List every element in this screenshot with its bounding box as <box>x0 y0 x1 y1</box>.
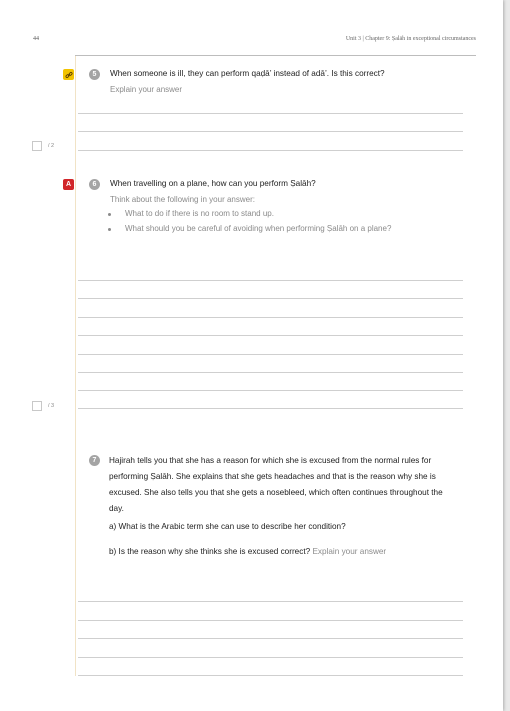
margin-line <box>75 56 76 676</box>
answer-line[interactable] <box>78 408 463 409</box>
answer-line[interactable] <box>78 620 463 621</box>
answer-line[interactable] <box>78 657 463 658</box>
sub-question-b-text: b) Is the reason why she thinks she is excused correct? <box>109 547 311 556</box>
bullet-dot <box>108 228 111 231</box>
answer-line[interactable] <box>78 298 463 299</box>
answer-line[interactable] <box>78 113 463 114</box>
answer-line[interactable] <box>78 335 463 336</box>
bullet-item <box>125 209 274 218</box>
bullet-text: What to do if there is no room to stand up. <box>125 209 274 218</box>
question-text: Hajirah tells you that she has a reason for which she is excused from the normal rules for performing Ṣalāh. She explains that she gets headaches and that is the reason why she is excused. She also tells you that she gets a nosebleed, which often continues throughout the day. <box>109 456 443 513</box>
question-hint: Explain your answer <box>110 85 183 94</box>
question-number: 7 <box>89 455 100 466</box>
answer-line[interactable] <box>78 317 463 318</box>
a-badge-icon: A <box>63 179 74 190</box>
bullet-dot <box>108 213 111 216</box>
answer-line[interactable] <box>78 131 463 132</box>
header-divider <box>75 55 476 56</box>
bullet-text: What should you be careful of avoiding when performing Ṣalāh on a plane? <box>125 224 392 233</box>
mark-checkbox[interactable] <box>32 401 42 411</box>
bullet-item <box>125 224 391 233</box>
question-number: 6 <box>89 179 100 190</box>
page-number: 44 <box>33 36 39 42</box>
sub-question-b <box>109 547 386 556</box>
answer-line[interactable] <box>78 601 463 602</box>
answer-line[interactable] <box>78 675 463 676</box>
running-header: Unit 3 | Chapter 9: Ṣalāh in exceptional circumstances <box>345 36 476 42</box>
mark-total: / 3 <box>48 403 55 409</box>
question-hint: Think about the following in your answer: <box>110 195 255 204</box>
mark-checkbox[interactable] <box>32 141 42 151</box>
answer-line[interactable] <box>78 390 463 391</box>
sub-question-a: a) What is the Arabic term she can use to describe her condition? <box>109 522 346 531</box>
answer-line[interactable] <box>78 638 463 639</box>
question-number: 5 <box>89 69 100 80</box>
question-text: When travelling on a plane, how can you perform Ṣalāh? <box>110 179 316 188</box>
answer-line[interactable] <box>78 354 463 355</box>
answer-line[interactable] <box>78 372 463 373</box>
answer-line[interactable] <box>78 150 463 151</box>
answer-line[interactable] <box>78 280 463 281</box>
sub-question-b-hint: Explain your answer <box>312 547 387 556</box>
mark-total: / 2 <box>48 143 55 149</box>
link-icon[interactable] <box>63 69 74 80</box>
question-text: When someone is ill, they can perform qaḍā’ instead of adā’. Is this correct? <box>110 69 385 78</box>
